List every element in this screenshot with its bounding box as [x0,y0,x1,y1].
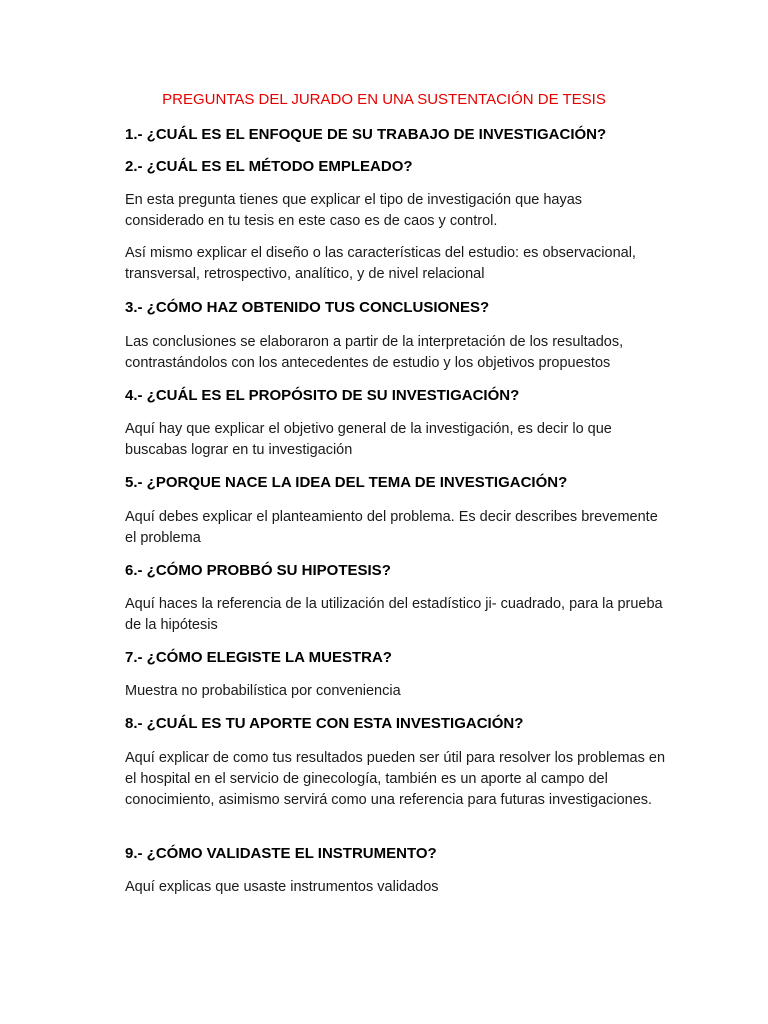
answer-6: Aquí haces la referencia de la utilización del estadístico ji- cuadrado, para la prueba de la hipótesis [125,596,663,633]
question-5: 5.- ¿PORQUE NACE LA IDEA DEL TEMA DE INVESTIGACIÓN? [125,474,568,491]
question-2: 2.- ¿CUÁL ES EL MÉTODO EMPLEADO? [125,158,413,175]
question-9: 9.- ¿CÓMO VALIDASTE EL INSTRUMENTO? [125,845,437,862]
question-4: 4.- ¿CUÁL ES EL PROPÓSITO DE SU INVESTIGACIÓN? [125,387,520,404]
question-8: 8.- ¿CUÁL ES TU APORTE CON ESTA INVESTIGACIÓN? [125,715,524,732]
answer-2-paragraph-1: En esta pregunta tienes que explicar el tipo de investigación que hayas considerado en tu tesis en este caso es de caos y control. [125,192,583,229]
answer-7: Muestra no probabilística por conveniencia [125,683,401,699]
answer-3: Las conclusiones se elaboraron a partir de la interpretación de los resultados, contrastándolos con los antecedentes de estudio y los objetivos propuestos [125,334,624,371]
document-title: PREGUNTAS DEL JURADO EN UNA SUSTENTACIÓN DE TESIS [162,91,606,108]
answer-8: Aquí explicar de como tus resultados pueden ser útil para resolver los problemas en el hospital en el servicio de ginecología, también es un aporte al campo del conocimiento, asimismo servirá como una referencia para futuras investigaciones. [125,750,666,808]
answer-4: Aquí hay que explicar el objetivo general de la investigación, es decir lo que buscabas lograr en tu investigación [125,421,612,458]
question-1: 1.- ¿CUÁL ES EL ENFOQUE DE SU TRABAJO DE INVESTIGACIÓN? [125,126,607,143]
answer-9: Aquí explicas que usaste instrumentos validados [125,879,439,895]
answer-5: Aquí debes explicar el planteamiento del problema. Es decir describes brevemente el problema [125,509,658,546]
question-7: 7.- ¿CÓMO ELEGISTE LA MUESTRA? [125,649,392,666]
answer-2-paragraph-2: Así mismo explicar el diseño o las características del estudio: es observacional, transversal, retrospectivo, analítico, y de nivel relacional [125,245,636,282]
question-6: 6.- ¿CÓMO PROBBÓ SU HIPOTESIS? [125,562,391,579]
question-3: 3.- ¿CÓMO HAZ OBTENIDO TUS CONCLUSIONES? [125,299,490,316]
